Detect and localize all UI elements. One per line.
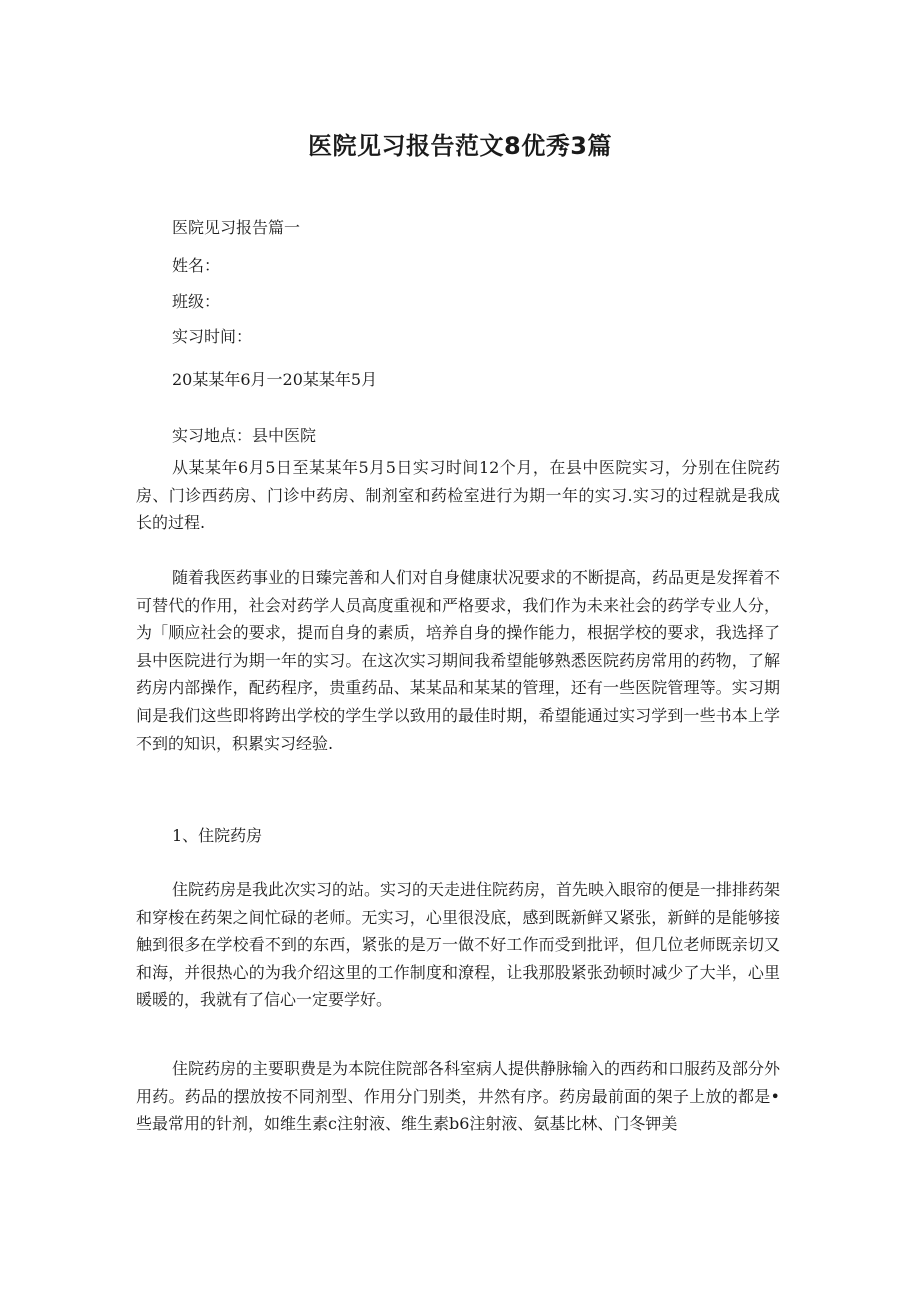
location-line: 实习地点：县中医院 [172, 426, 317, 445]
paragraph-inpatient-first-day: 住院药房是我此次实习的站。实习的天走进住院药房，首先映入眼帘的便是一排排药架和穿梭在药架之间忙碌的老师。无实习，心里很没底，感到既新鲜又紧张，新鲜的是能够接触到很多在学校看不到的东西，紧张的是万一做不好工作而受到批评，但几位老师既亲切又和海，并很热心的为我介绍这里的工作制度和潦程，让我那股紧张劲顿时减少了大半，心里暖暖的，我就有了信心一定要学好。 [136, 880, 781, 1010]
document-title: 医院见习报告范文8优秀3篇 [308, 132, 612, 160]
paragraph-intro: 从某某年6月5日至某某年5月5日实习时间12个月，在县中医院实习，分别在住院药房、门诊西药房、门诊中药房、制剂室和药检室进行为期一年的实习.实习的过程就是我成长的过程. [136, 458, 780, 533]
period-value: 20某某年6月一20某某年5月 [172, 370, 378, 389]
class-label: 班级： [172, 292, 221, 311]
name-label: 姓名： [172, 256, 221, 275]
subheading-inpatient-pharmacy: 1、住院药房 [172, 826, 263, 845]
paragraph-purpose: 随着我医药事业的日臻完善和人们对自身健康状况要求的不断提高，药品更是发挥着不可替代的作用，社会对药学人员高度重视和严格要求，我们作为未来社会的药学专业人分，为「顺应社会的要求，提而自身的素质，培养自身的操作能力，根据学校的要求，我选择了县中医院进行为期一年的实习。在这次实习期间我希望能够熟悉医院药房常用的药物，了解药房内部操作，配药程序，贵重药品、某某品和某某的管理，还有一些医院管理等。实习期间是我们这些即将跨出学校的学生学以致用的最佳时期，希望能通过实习学到一些书本上学不到的知识，积累实习经验. [136, 568, 781, 753]
period-label: 实习时间： [172, 327, 253, 346]
paragraph-inpatient-duties: 住院药房的主要职费是为本院住院部各科室病人提供静脉输入的西药和口服药及部分外用药。药品的摆放按不同剂型、作用分门别类，井然有序。药房最前面的架子上放的都是•些最常用的针剂，如维生素c注射液、维生素b6注射液、氨基比林、门冬钾美 [136, 1059, 781, 1134]
section-heading: 医院见习报告篇一 [172, 218, 301, 237]
